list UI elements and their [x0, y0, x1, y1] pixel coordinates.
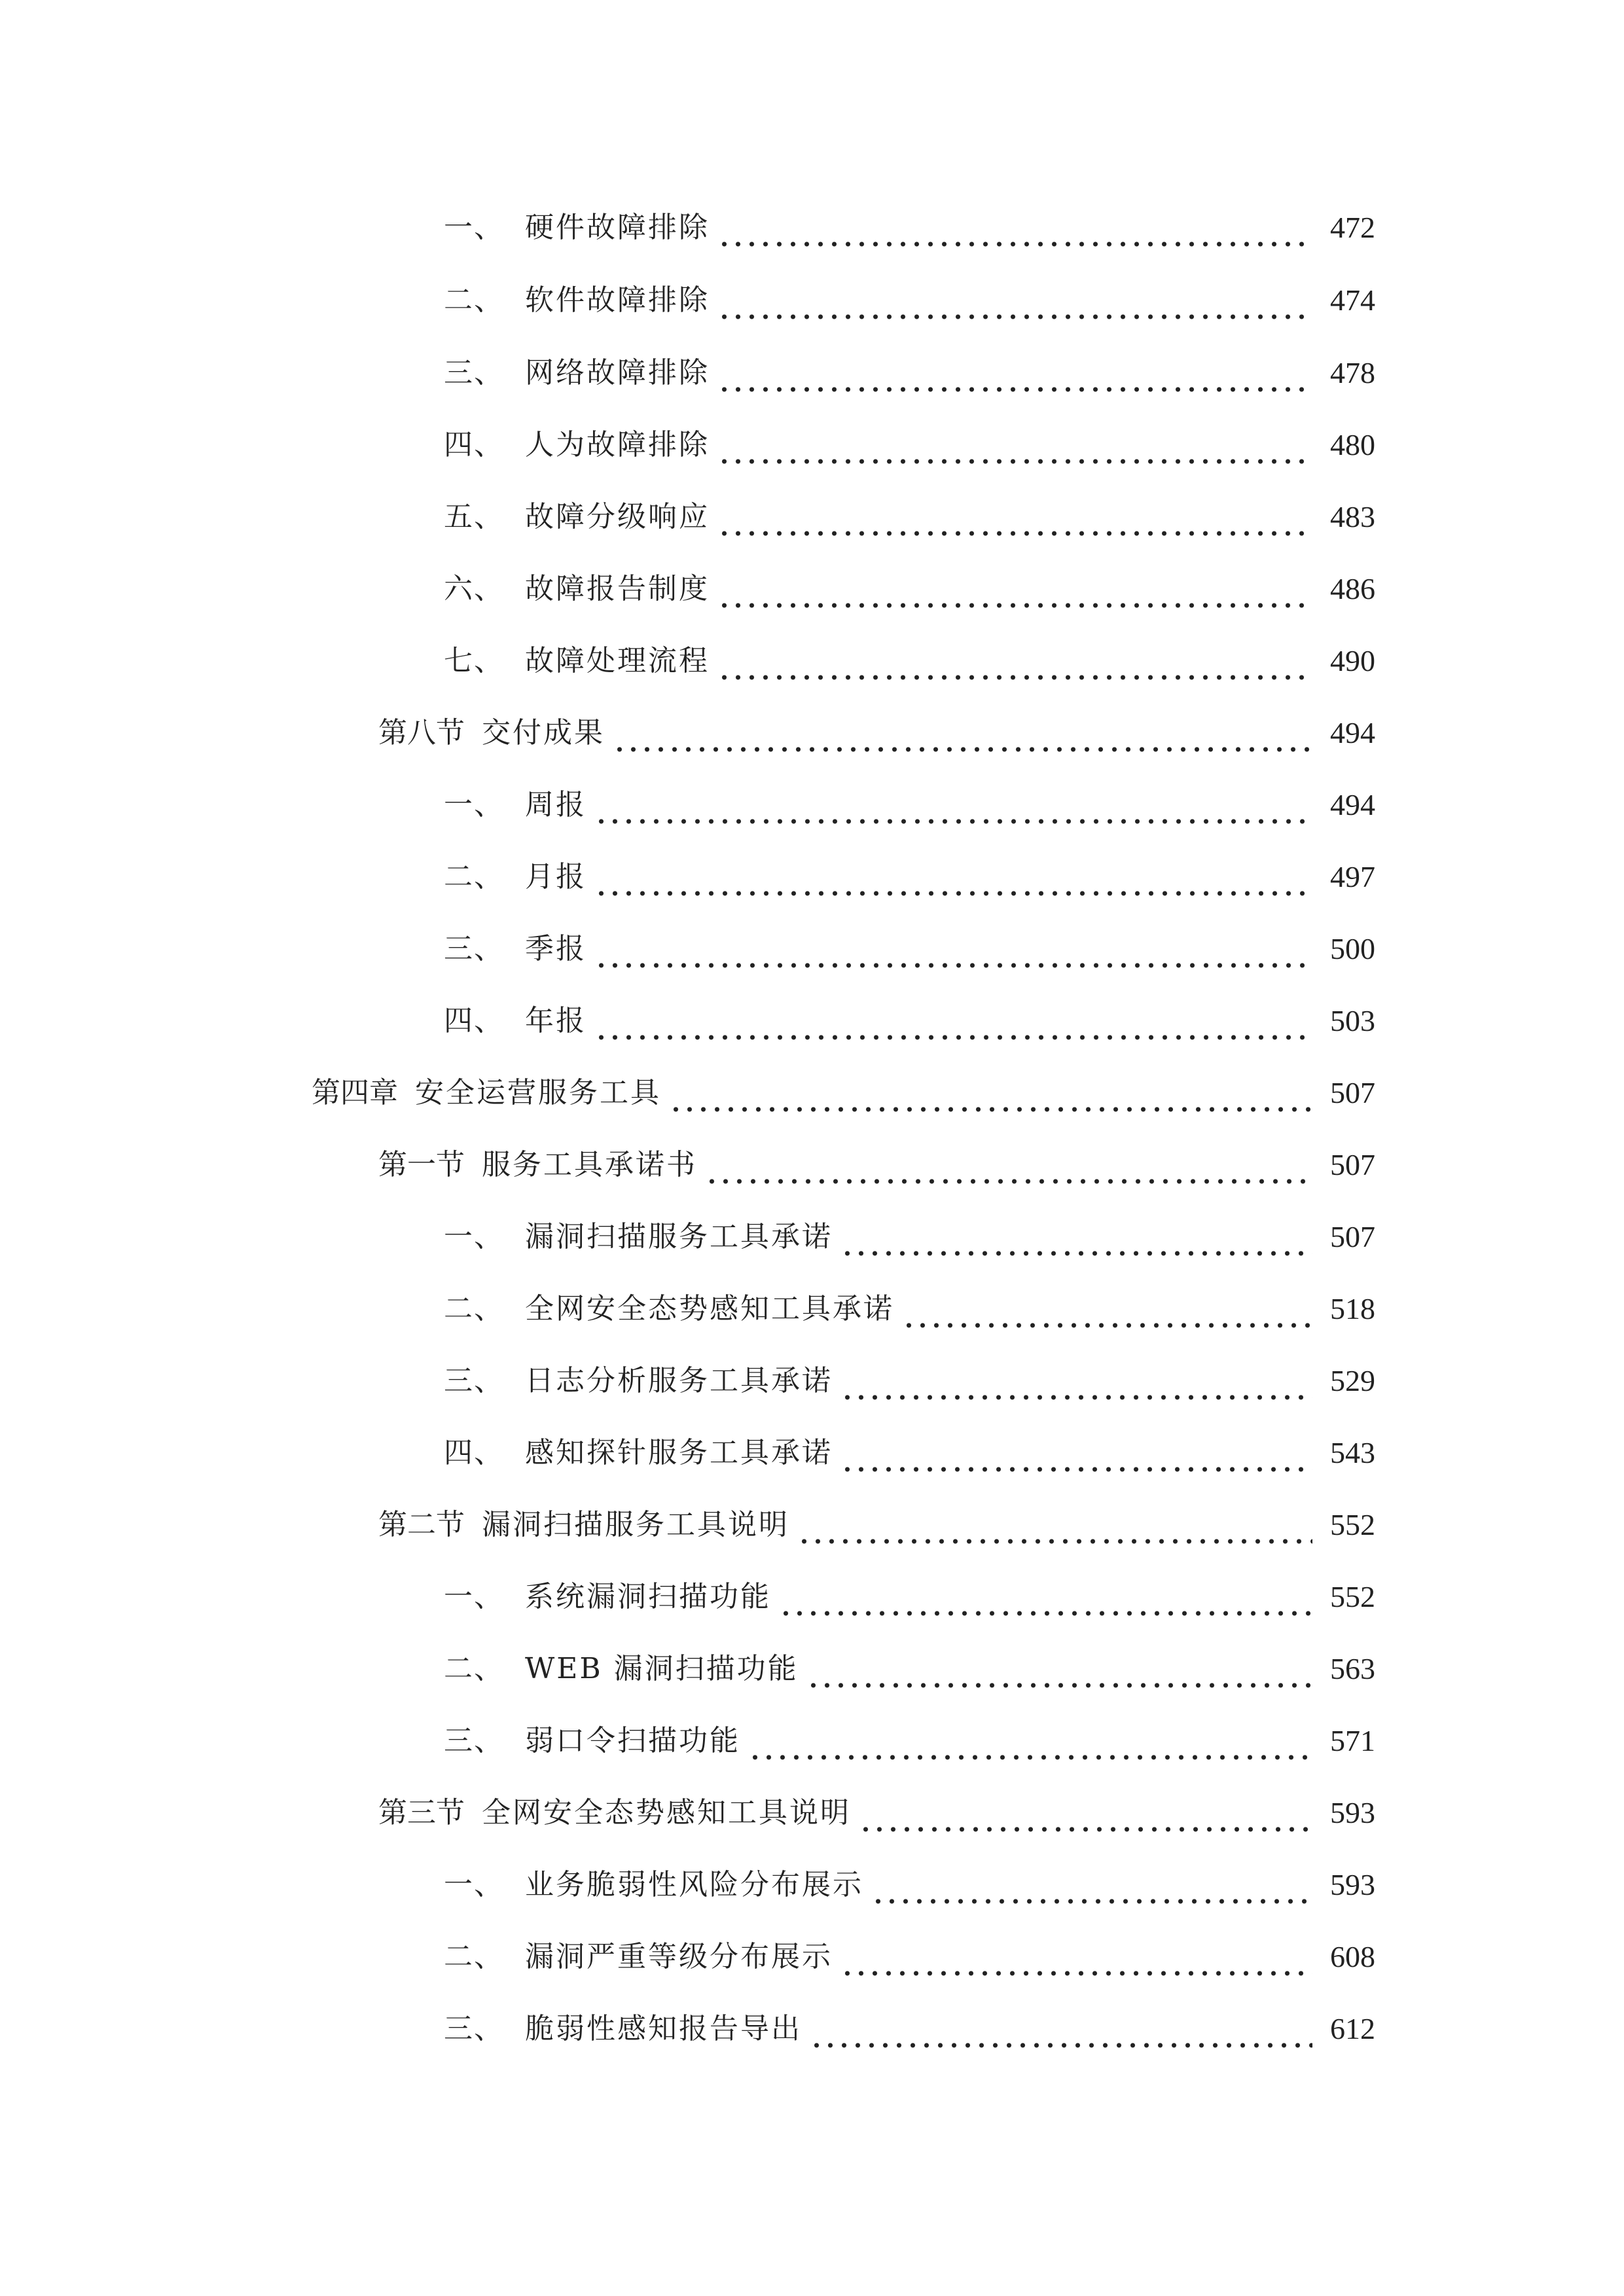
toc-entry-level3[interactable] — [444, 1571, 1375, 1623]
toc-entry-page-number: 563 — [1330, 1652, 1375, 1685]
dot-leader — [806, 1643, 1312, 1695]
dot-leader — [717, 491, 1312, 543]
toc-entry-number: 一、 — [444, 1220, 504, 1253]
toc-entry-title: 交付成果 — [482, 716, 605, 749]
toc-entry-page-number: 552 — [1330, 1508, 1375, 1541]
toc-entry-number: 二、 — [444, 1292, 504, 1325]
toc-entry-level3[interactable] — [444, 1283, 1375, 1335]
toc-entry-number: 三、 — [444, 356, 504, 389]
toc-entry-page-number: 593 — [1330, 1796, 1375, 1829]
dot-leader — [594, 779, 1312, 831]
toc-entry-title: 软件故障排除 — [525, 283, 710, 317]
toc-line — [0, 347, 1624, 399]
toc-entry-title: 全网安全态势感知工具承诺 — [525, 1292, 894, 1325]
dot-leader — [840, 1931, 1312, 1983]
toc-entry-title: 故障处理流程 — [525, 644, 710, 677]
toc-line — [0, 779, 1624, 831]
toc-entry-page-number: 474 — [1330, 283, 1375, 317]
toc-entry-level3[interactable] — [444, 923, 1375, 975]
toc-entry-section[interactable] — [378, 707, 1375, 759]
toc-entry-number: 三、 — [444, 1364, 504, 1397]
dot-leader — [748, 1715, 1312, 1767]
dot-leader — [810, 2003, 1312, 2055]
toc-entry-page-number: 518 — [1330, 1292, 1375, 1325]
toc-entry-number: 一、 — [444, 788, 504, 821]
dot-leader — [717, 202, 1312, 254]
toc-entry-number: 一、 — [444, 1580, 504, 1613]
toc-entry-number: 三、 — [444, 1724, 504, 1757]
toc-entry-level3[interactable] — [444, 995, 1375, 1047]
toc-entry-level3[interactable] — [444, 779, 1375, 831]
toc-entry-page-number: 593 — [1330, 1868, 1375, 1901]
toc-entry-title: 网络故障排除 — [525, 356, 710, 389]
dot-leader — [717, 419, 1312, 471]
toc-entry-level3[interactable] — [444, 1859, 1375, 1911]
toc-entry-title: 漏洞严重等级分布展示 — [525, 1940, 833, 1973]
toc-line — [0, 1355, 1624, 1407]
toc-entry-level3[interactable] — [444, 202, 1375, 254]
toc-entry-title: 年报 — [525, 1004, 586, 1037]
toc-line — [0, 851, 1624, 903]
dot-leader — [859, 1787, 1312, 1839]
toc-entry-level3[interactable] — [444, 419, 1375, 471]
toc-entry-page-number: 500 — [1330, 932, 1375, 965]
toc-entry-title: 弱口令扫描功能 — [525, 1724, 740, 1757]
toc-entry-level3[interactable] — [444, 851, 1375, 903]
dot-leader — [779, 1571, 1312, 1623]
toc-entry-number: 六、 — [444, 572, 504, 605]
toc-entry-level3[interactable] — [444, 2003, 1375, 2055]
toc-entry-title: 感知探针服务工具承诺 — [525, 1436, 833, 1469]
toc-entry-title: 故障报告制度 — [525, 572, 710, 605]
toc-entry-page-number: 478 — [1330, 356, 1375, 389]
dot-leader — [840, 1355, 1312, 1407]
dot-leader — [717, 635, 1312, 687]
toc-line — [0, 1859, 1624, 1911]
toc-entry-number: 二、 — [444, 1940, 504, 1973]
toc-line — [0, 1283, 1624, 1335]
dot-leader — [594, 995, 1312, 1047]
toc-line — [0, 274, 1624, 327]
toc-entry-title: 系统漏洞扫描功能 — [525, 1580, 771, 1613]
toc-entry-title: 故障分级响应 — [525, 500, 710, 533]
toc-entry-page-number: 503 — [1330, 1004, 1375, 1037]
toc-line — [0, 1499, 1624, 1551]
toc-entry-level3[interactable] — [444, 491, 1375, 543]
toc-line — [0, 635, 1624, 687]
toc-entry-level3[interactable] — [444, 635, 1375, 687]
dot-leader — [594, 923, 1312, 975]
toc-entry-page-number: 490 — [1330, 644, 1375, 677]
dot-leader — [669, 1067, 1312, 1119]
toc-line — [0, 995, 1624, 1047]
toc-entry-number: 四、 — [444, 428, 504, 461]
toc-line — [0, 1643, 1624, 1695]
toc-entry-number: 四、 — [444, 1004, 504, 1037]
toc-entry-section[interactable] — [378, 1787, 1375, 1839]
toc-entry-section[interactable] — [378, 1499, 1375, 1551]
toc-entry-title: 季报 — [525, 932, 586, 965]
toc-entry-level3[interactable] — [444, 347, 1375, 399]
toc-entry-number: 三、 — [444, 932, 504, 965]
dot-leader — [717, 347, 1312, 399]
toc-entry-number: 第二节 — [378, 1508, 465, 1541]
toc-line — [0, 1715, 1624, 1767]
dot-leader — [717, 274, 1312, 327]
toc-entry-number: 一、 — [444, 211, 504, 244]
toc-line — [0, 563, 1624, 615]
toc-entry-title: 业务脆弱性风险分布展示 — [525, 1868, 863, 1901]
toc-entry-level3[interactable] — [444, 563, 1375, 615]
dot-leader — [840, 1211, 1312, 1263]
dot-leader — [902, 1283, 1312, 1335]
toc-entry-page-number: 497 — [1330, 860, 1375, 893]
toc-entry-level3[interactable] — [444, 1931, 1375, 1983]
toc-line — [0, 202, 1624, 254]
toc-entry-level3[interactable] — [444, 1643, 1375, 1695]
toc-entry-section[interactable] — [378, 1139, 1375, 1191]
toc-line — [0, 1931, 1624, 1983]
toc-entry-page-number: 483 — [1330, 500, 1375, 533]
dot-leader — [840, 1427, 1312, 1479]
toc-line — [0, 491, 1624, 543]
toc-entry-number: 七、 — [444, 644, 504, 677]
toc-entry-level3[interactable] — [444, 274, 1375, 327]
toc-entry-title: 脆弱性感知报告导出 — [525, 2012, 802, 2045]
toc-line — [0, 1787, 1624, 1839]
toc-entry-page-number: 507 — [1330, 1076, 1375, 1109]
toc-entry-title: 安全运营服务工具 — [415, 1076, 661, 1109]
toc-entry-page-number: 507 — [1330, 1148, 1375, 1181]
toc-line — [0, 1211, 1624, 1263]
toc-entry-number: 三、 — [444, 2012, 504, 2045]
toc-entry-page-number: 612 — [1330, 2012, 1375, 2045]
toc-entry-title: 月报 — [525, 860, 586, 893]
toc-entry-number: 第三节 — [378, 1796, 465, 1829]
toc-entry-number: 二、 — [444, 1652, 504, 1685]
toc-entry-page-number: 480 — [1330, 428, 1375, 461]
toc-line — [0, 419, 1624, 471]
toc-entry-level3[interactable] — [444, 1355, 1375, 1407]
dot-leader — [717, 563, 1312, 615]
dot-leader — [594, 851, 1312, 903]
toc-line — [0, 1139, 1624, 1191]
toc-entry-number: 一、 — [444, 1868, 504, 1901]
toc-entry-level3[interactable] — [444, 1427, 1375, 1479]
dot-leader — [613, 707, 1312, 759]
toc-entry-title: 日志分析服务工具承诺 — [525, 1364, 833, 1397]
toc-entry-page-number: 552 — [1330, 1580, 1375, 1613]
toc-entry-title: 人为故障排除 — [525, 428, 710, 461]
toc-entry-number: 第四章 — [312, 1076, 398, 1109]
toc-entry-page-number: 486 — [1330, 572, 1375, 605]
toc-line — [0, 1427, 1624, 1479]
toc-line — [0, 1067, 1624, 1119]
toc-entry-title: 漏洞扫描服务工具承诺 — [525, 1220, 833, 1253]
toc-entry-page-number: 494 — [1330, 716, 1375, 749]
toc-line — [0, 923, 1624, 975]
toc-entry-number: 第一节 — [378, 1148, 465, 1181]
dot-leader — [797, 1499, 1312, 1551]
toc-entry-number: 二、 — [444, 283, 504, 317]
toc-entry-title: 硬件故障排除 — [525, 211, 710, 244]
toc-entry-number: 二、 — [444, 860, 504, 893]
toc-entry-page-number: 608 — [1330, 1940, 1375, 1973]
toc-line — [0, 707, 1624, 759]
toc-entry-number: 第八节 — [378, 716, 465, 749]
toc-line — [0, 2003, 1624, 2055]
toc-entry-title: 漏洞扫描服务工具说明 — [482, 1508, 789, 1541]
toc-entry-page-number: 507 — [1330, 1220, 1375, 1253]
dot-leader — [705, 1139, 1312, 1191]
toc-entry-title: WEB 漏洞扫描功能 — [525, 1652, 799, 1685]
toc-entry-title: 全网安全态势感知工具说明 — [482, 1796, 851, 1829]
toc-entry-level3[interactable] — [444, 1211, 1375, 1263]
toc-entry-number: 四、 — [444, 1436, 504, 1469]
toc-line — [0, 1571, 1624, 1623]
toc-entry-title: 服务工具承诺书 — [482, 1148, 697, 1181]
toc-entry-page-number: 543 — [1330, 1436, 1375, 1469]
toc-entry-level3[interactable] — [444, 1715, 1375, 1767]
toc-entry-page-number: 472 — [1330, 211, 1375, 244]
toc-entry-page-number: 571 — [1330, 1724, 1375, 1757]
toc-entry-page-number: 494 — [1330, 788, 1375, 821]
toc-entry-chapter[interactable] — [312, 1067, 1375, 1119]
toc-entry-page-number: 529 — [1330, 1364, 1375, 1397]
toc-entry-title: 周报 — [525, 788, 586, 821]
toc-entry-number: 五、 — [444, 500, 504, 533]
dot-leader — [871, 1859, 1312, 1911]
